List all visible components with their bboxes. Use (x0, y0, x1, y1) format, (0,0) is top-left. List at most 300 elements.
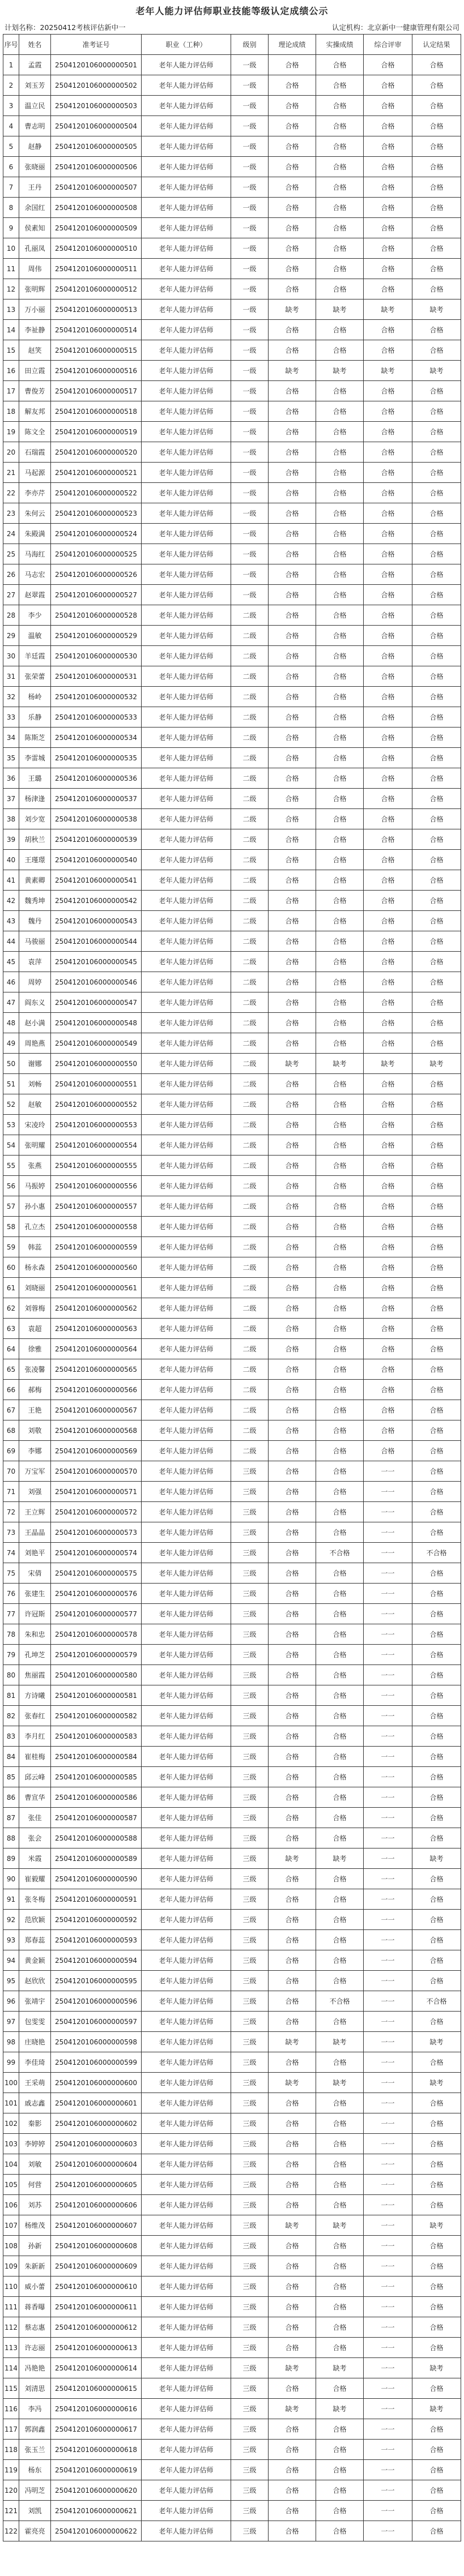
cell-ticket: 2504120106000000609 (51, 2256, 142, 2277)
cell-theory: 合格 (269, 116, 316, 136)
cell-theory: 合格 (269, 1950, 316, 1971)
cell-name: 赵敏 (19, 1094, 51, 1115)
cell-result: 合格 (412, 75, 461, 96)
cell-occupation: 老年人能力评估师 (142, 1400, 231, 1420)
cell-level: 三级 (231, 2236, 269, 2256)
cell-index: 33 (3, 707, 19, 728)
cell-level: 三级 (231, 1991, 269, 2012)
cell-result: 合格 (412, 1828, 461, 1848)
table-row (3, 361, 461, 381)
cell-ticket: 2504120106000000524 (51, 524, 142, 544)
cell-review: 一一 (364, 2012, 412, 2032)
cell-level: 三级 (231, 2460, 269, 2480)
cell-name: 朱新新 (19, 2256, 51, 2277)
cell-ticket: 2504120106000000554 (51, 1135, 142, 1156)
cell-occupation: 老年人能力评估师 (142, 1319, 231, 1339)
cell-index: 2 (3, 75, 19, 96)
cell-level: 二级 (231, 1237, 269, 1257)
table-row (3, 666, 461, 687)
cell-practical: 合格 (316, 2236, 364, 2256)
cell-review: 一一 (364, 1726, 412, 1747)
cell-theory: 合格 (269, 911, 316, 931)
table-row (3, 1950, 461, 1971)
table-row (3, 1298, 461, 1319)
cell-level: 三级 (231, 1706, 269, 1726)
cell-review: 一一 (364, 1869, 412, 1889)
cell-practical: 合格 (316, 1624, 364, 1645)
cell-result: 合格 (412, 1910, 461, 1930)
cell-review: 合格 (364, 218, 412, 238)
cell-name: 宋倩 (19, 1563, 51, 1584)
cell-review: 合格 (364, 422, 412, 442)
cell-occupation: 老年人能力评估师 (142, 1889, 231, 1910)
cell-practical: 合格 (316, 1033, 364, 1054)
cell-result: 合格 (412, 809, 461, 829)
cell-index: 98 (3, 2032, 19, 2052)
cell-level: 一级 (231, 585, 269, 605)
cell-ticket: 2504120106000000533 (51, 707, 142, 728)
table-row (3, 1420, 461, 1441)
cell-practical: 合格 (316, 1604, 364, 1624)
cell-level: 一级 (231, 483, 269, 503)
cell-review: 合格 (364, 320, 412, 340)
cell-level: 三级 (231, 2073, 269, 2093)
cell-occupation: 老年人能力评估师 (142, 911, 231, 931)
cell-occupation: 老年人能力评估师 (142, 1624, 231, 1645)
table-row (3, 2521, 461, 2541)
cell-practical: 合格 (316, 2317, 364, 2338)
cell-practical: 合格 (316, 952, 364, 972)
cell-name: 王晶晶 (19, 1522, 51, 1543)
cell-level: 三级 (231, 1502, 269, 1522)
cell-result: 合格 (412, 1522, 461, 1543)
cell-index: 52 (3, 1094, 19, 1115)
cell-index: 61 (3, 1278, 19, 1298)
cell-name: 田立霞 (19, 361, 51, 381)
cell-level: 三级 (231, 1767, 269, 1787)
cell-theory: 合格 (269, 55, 316, 75)
cell-level: 三级 (231, 2093, 269, 2113)
cell-level: 三级 (231, 2052, 269, 2073)
cell-name: 陈斯芝 (19, 728, 51, 748)
cell-result: 合格 (412, 1115, 461, 1135)
cell-theory: 合格 (269, 2113, 316, 2134)
cell-review: 合格 (364, 952, 412, 972)
cell-review: 合格 (364, 1013, 412, 1033)
cell-index: 88 (3, 1828, 19, 1848)
cell-ticket: 2504120106000000563 (51, 1319, 142, 1339)
cell-practical: 合格 (316, 626, 364, 646)
cell-theory: 合格 (269, 952, 316, 972)
cell-level: 一级 (231, 96, 269, 116)
cell-theory: 合格 (269, 931, 316, 952)
cell-index: 102 (3, 2113, 19, 2134)
cell-result: 合格 (412, 748, 461, 768)
cell-ticket: 2504120106000000590 (51, 1869, 142, 1889)
cell-practical: 合格 (316, 96, 364, 116)
cell-result: 合格 (412, 442, 461, 463)
table-row (3, 687, 461, 707)
cell-level: 一级 (231, 75, 269, 96)
cell-index: 8 (3, 198, 19, 218)
cell-level: 三级 (231, 1869, 269, 1889)
cell-theory: 合格 (269, 789, 316, 809)
cell-index: 69 (3, 1441, 19, 1461)
cell-review: 一一 (364, 2317, 412, 2338)
cell-name: 张荣蕾 (19, 666, 51, 687)
cell-name: 杨永森 (19, 1257, 51, 1278)
cell-practical: 合格 (316, 870, 364, 891)
cell-level: 三级 (231, 1808, 269, 1828)
cell-index: 7 (3, 177, 19, 198)
cell-level: 三级 (231, 1543, 269, 1563)
cell-review: 合格 (364, 442, 412, 463)
table-row (3, 1482, 461, 1502)
cell-theory: 缺考 (269, 299, 316, 320)
cell-index: 43 (3, 911, 19, 931)
cell-theory: 合格 (269, 1013, 316, 1033)
cell-result: 合格 (412, 1747, 461, 1767)
table-row (3, 1726, 461, 1747)
cell-name: 郭润鑫 (19, 2419, 51, 2440)
cell-index: 53 (3, 1115, 19, 1135)
cell-theory: 合格 (269, 1115, 316, 1135)
cell-occupation: 老年人能力评估师 (142, 1156, 231, 1176)
cell-ticket: 2504120106000000576 (51, 1584, 142, 1604)
cell-name: 袁超 (19, 1319, 51, 1339)
cell-ticket: 2504120106000000560 (51, 1257, 142, 1278)
cell-ticket: 2504120106000000511 (51, 259, 142, 279)
cell-occupation: 老年人能力评估师 (142, 1604, 231, 1624)
cell-theory: 缺考 (269, 2215, 316, 2236)
cell-result: 合格 (412, 1380, 461, 1400)
cell-review: 合格 (364, 1420, 412, 1441)
cell-theory: 合格 (269, 1237, 316, 1257)
cell-ticket: 2504120106000000517 (51, 381, 142, 401)
cell-review: 合格 (364, 198, 412, 218)
cell-review: 合格 (364, 585, 412, 605)
cell-result: 合格 (412, 1563, 461, 1584)
cell-index: 70 (3, 1461, 19, 1482)
cell-occupation: 老年人能力评估师 (142, 891, 231, 911)
cell-review: 合格 (364, 1339, 412, 1359)
cell-practical: 合格 (316, 157, 364, 177)
cell-review: 一一 (364, 2277, 412, 2297)
table-row (3, 401, 461, 422)
cell-name: 魏丹 (19, 911, 51, 931)
cell-ticket: 2504120106000000593 (51, 1930, 142, 1950)
table-row (3, 340, 461, 361)
cell-name: 孙小惠 (19, 1196, 51, 1217)
cell-practical: 合格 (316, 972, 364, 992)
cell-level: 二级 (231, 1257, 269, 1278)
cell-theory: 合格 (269, 75, 316, 96)
table-row (3, 1033, 461, 1054)
cell-practical: 合格 (316, 2093, 364, 2113)
cell-ticket: 2504120106000000570 (51, 1461, 142, 1482)
table-row (3, 850, 461, 870)
cell-ticket: 2504120106000000520 (51, 442, 142, 463)
cell-index: 14 (3, 320, 19, 340)
cell-review: 一一 (364, 1787, 412, 1808)
cell-review: 合格 (364, 666, 412, 687)
cell-occupation: 老年人能力评估师 (142, 1115, 231, 1135)
cell-level: 三级 (231, 1747, 269, 1767)
cell-level: 一级 (231, 116, 269, 136)
cell-occupation: 老年人能力评估师 (142, 646, 231, 666)
cell-level: 二级 (231, 931, 269, 952)
table-row (3, 2012, 461, 2032)
cell-occupation: 老年人能力评估师 (142, 340, 231, 361)
table-row (3, 1685, 461, 1706)
cell-level: 三级 (231, 1624, 269, 1645)
cell-review: 一一 (364, 2134, 412, 2154)
cell-theory: 合格 (269, 2480, 316, 2501)
cell-practical: 合格 (316, 1747, 364, 1767)
cell-theory: 合格 (269, 442, 316, 463)
cell-index: 9 (3, 218, 19, 238)
cell-review: 合格 (364, 931, 412, 952)
cell-result: 合格 (412, 320, 461, 340)
cell-level: 三级 (231, 2215, 269, 2236)
cell-practical: 合格 (316, 768, 364, 789)
cell-practical: 合格 (316, 442, 364, 463)
table-body (3, 55, 461, 2541)
cell-result: 缺考 (412, 2399, 461, 2419)
cell-review: 合格 (364, 177, 412, 198)
table-row (3, 1339, 461, 1359)
cell-index: 121 (3, 2501, 19, 2521)
cell-theory: 合格 (269, 687, 316, 707)
cell-name: 温敏 (19, 626, 51, 646)
cell-index: 111 (3, 2297, 19, 2317)
cell-level: 二级 (231, 1196, 269, 1217)
cell-practical: 合格 (316, 1319, 364, 1339)
cell-theory: 缺考 (269, 361, 316, 381)
cell-index: 28 (3, 605, 19, 626)
document-title: 老年人能力评估师职业技能等级认定成绩公示 (135, 5, 329, 16)
cell-review: 合格 (364, 707, 412, 728)
results-table (3, 34, 461, 2541)
table-row (3, 2113, 461, 2134)
cell-theory: 合格 (269, 340, 316, 361)
cell-review: 一一 (364, 1584, 412, 1604)
table-row (3, 544, 461, 564)
table-row (3, 2052, 461, 2073)
cell-review: 一一 (364, 1461, 412, 1482)
cell-index: 24 (3, 524, 19, 544)
table-row (3, 1828, 461, 1848)
cell-result: 合格 (412, 2093, 461, 2113)
cell-practical: 缺考 (316, 299, 364, 320)
cell-theory: 合格 (269, 1319, 316, 1339)
table-row (3, 891, 461, 911)
cell-practical: 合格 (316, 2195, 364, 2215)
cell-index: 66 (3, 1380, 19, 1400)
cell-occupation: 老年人能力评估师 (142, 259, 231, 279)
table-row (3, 1787, 461, 1808)
cell-occupation: 老年人能力评估师 (142, 2052, 231, 2073)
cell-theory: 合格 (269, 1380, 316, 1400)
cell-name: 刘艳平 (19, 1543, 51, 1563)
cell-occupation: 老年人能力评估师 (142, 1950, 231, 1971)
cell-theory: 合格 (269, 2012, 316, 2032)
cell-result: 合格 (412, 198, 461, 218)
cell-theory: 合格 (269, 2277, 316, 2297)
cell-review: 缺考 (364, 1054, 412, 1074)
cell-name: 刘苏 (19, 2195, 51, 2215)
cell-name: 余国红 (19, 198, 51, 218)
cell-level: 三级 (231, 1461, 269, 1482)
cell-review: 合格 (364, 463, 412, 483)
cell-name: 魏秀坤 (19, 891, 51, 911)
cell-index: 90 (3, 1869, 19, 1889)
cell-review: 合格 (364, 1176, 412, 1196)
cell-occupation: 老年人能力评估师 (142, 2480, 231, 2501)
cell-theory: 合格 (269, 1482, 316, 1502)
cell-index: 85 (3, 1767, 19, 1787)
cell-name: 周婷 (19, 972, 51, 992)
cell-occupation: 老年人能力评估师 (142, 238, 231, 259)
cell-occupation: 老年人能力评估师 (142, 1522, 231, 1543)
cell-practical: 合格 (316, 1502, 364, 1522)
cell-practical: 合格 (316, 2480, 364, 2501)
cell-name: 阎东义 (19, 992, 51, 1013)
cell-name: 刘玉芳 (19, 75, 51, 96)
cell-name: 邱云峰 (19, 1767, 51, 1787)
cell-occupation: 老年人能力评估师 (142, 55, 231, 75)
cell-level: 二级 (231, 1094, 269, 1115)
cell-name: 刘敏 (19, 2154, 51, 2175)
cell-index: 45 (3, 952, 19, 972)
cell-result: 合格 (412, 1584, 461, 1604)
cell-level: 三级 (231, 1787, 269, 1808)
cell-theory: 合格 (269, 1624, 316, 1645)
cell-name: 米霞 (19, 1848, 51, 1869)
cell-level: 三级 (231, 1848, 269, 1869)
cell-name: 朱和忠 (19, 1624, 51, 1645)
cell-ticket: 2504120106000000510 (51, 238, 142, 259)
cell-practical: 合格 (316, 381, 364, 401)
cell-occupation: 老年人能力评估师 (142, 2501, 231, 2521)
cell-index: 54 (3, 1135, 19, 1156)
cell-result: 合格 (412, 850, 461, 870)
table-row (3, 1930, 461, 1950)
cell-review: 合格 (364, 1135, 412, 1156)
cell-level: 三级 (231, 2440, 269, 2460)
cell-ticket: 2504120106000000552 (51, 1094, 142, 1115)
cell-result: 合格 (412, 2317, 461, 2338)
cell-review: 一一 (364, 2460, 412, 2480)
cell-ticket: 2504120106000000553 (51, 1115, 142, 1135)
cell-ticket: 2504120106000000543 (51, 911, 142, 931)
cell-level: 一级 (231, 503, 269, 524)
cell-level: 三级 (231, 2297, 269, 2317)
cell-ticket: 2504120106000000604 (51, 2154, 142, 2175)
table-row (3, 2399, 461, 2419)
cell-practical: 合格 (316, 911, 364, 931)
cell-theory: 缺考 (269, 1848, 316, 1869)
cell-theory: 合格 (269, 1706, 316, 1726)
cell-occupation: 老年人能力评估师 (142, 1237, 231, 1257)
table-row (3, 1156, 461, 1176)
cell-review: 合格 (364, 1298, 412, 1319)
cell-practical: 合格 (316, 1074, 364, 1094)
cell-name: 刘清思 (19, 2378, 51, 2399)
cell-level: 二级 (231, 809, 269, 829)
cell-theory: 合格 (269, 2419, 316, 2440)
cell-practical: 合格 (316, 2521, 364, 2541)
cell-name: 赵小满 (19, 1013, 51, 1033)
cell-theory: 合格 (269, 483, 316, 503)
cell-occupation: 老年人能力评估师 (142, 2175, 231, 2195)
cell-theory: 合格 (269, 1359, 316, 1380)
cell-ticket: 2504120106000000529 (51, 626, 142, 646)
table-row (3, 2419, 461, 2440)
cell-occupation: 老年人能力评估师 (142, 1543, 231, 1563)
cell-level: 三级 (231, 2419, 269, 2440)
cell-index: 81 (3, 1685, 19, 1706)
cell-ticket: 2504120106000000583 (51, 1726, 142, 1747)
cell-practical: 合格 (316, 55, 364, 75)
cell-practical: 合格 (316, 279, 364, 299)
cell-ticket: 2504120106000000505 (51, 136, 142, 157)
cell-name: 张燕 (19, 1156, 51, 1176)
cell-theory: 合格 (269, 2440, 316, 2460)
table-row (3, 1502, 461, 1522)
cell-result: 合格 (412, 1685, 461, 1706)
cell-theory: 合格 (269, 2175, 316, 2195)
cell-name: 李娜 (19, 1441, 51, 1461)
cell-theory: 合格 (269, 1726, 316, 1747)
table-row (3, 1869, 461, 1889)
cell-ticket: 2504120106000000608 (51, 2236, 142, 2256)
cell-ticket: 2504120106000000535 (51, 748, 142, 768)
cell-theory: 合格 (269, 136, 316, 157)
cell-theory: 合格 (269, 2460, 316, 2480)
cell-practical: 合格 (316, 463, 364, 483)
cell-result: 合格 (412, 891, 461, 911)
cell-review: 合格 (364, 1278, 412, 1298)
cell-theory: 缺考 (269, 1054, 316, 1074)
table-row (3, 585, 461, 605)
cell-practical: 合格 (316, 1563, 364, 1584)
cell-level: 二级 (231, 850, 269, 870)
cell-result: 合格 (412, 1196, 461, 1217)
cell-level: 一级 (231, 218, 269, 238)
cell-occupation: 老年人能力评估师 (142, 1910, 231, 1930)
cell-name: 马海红 (19, 544, 51, 564)
cell-ticket: 2504120106000000542 (51, 891, 142, 911)
table-row (3, 2134, 461, 2154)
cell-result: 合格 (412, 1787, 461, 1808)
cell-ticket: 2504120106000000518 (51, 401, 142, 422)
cell-review: 一一 (364, 2480, 412, 2501)
cell-result: 合格 (412, 1420, 461, 1441)
cell-level: 一级 (231, 422, 269, 442)
cell-level: 一级 (231, 136, 269, 157)
cell-ticket: 2504120106000000509 (51, 218, 142, 238)
cell-practical: 合格 (316, 687, 364, 707)
cell-occupation: 老年人能力评估师 (142, 1685, 231, 1706)
cell-name: 侯素知 (19, 218, 51, 238)
cell-name: 羊廷霞 (19, 646, 51, 666)
cell-index: 31 (3, 666, 19, 687)
cell-name: 范欣颖 (19, 1910, 51, 1930)
cell-level: 三级 (231, 2480, 269, 2501)
cell-occupation: 老年人能力评估师 (142, 1013, 231, 1033)
cell-result: 合格 (412, 1726, 461, 1747)
